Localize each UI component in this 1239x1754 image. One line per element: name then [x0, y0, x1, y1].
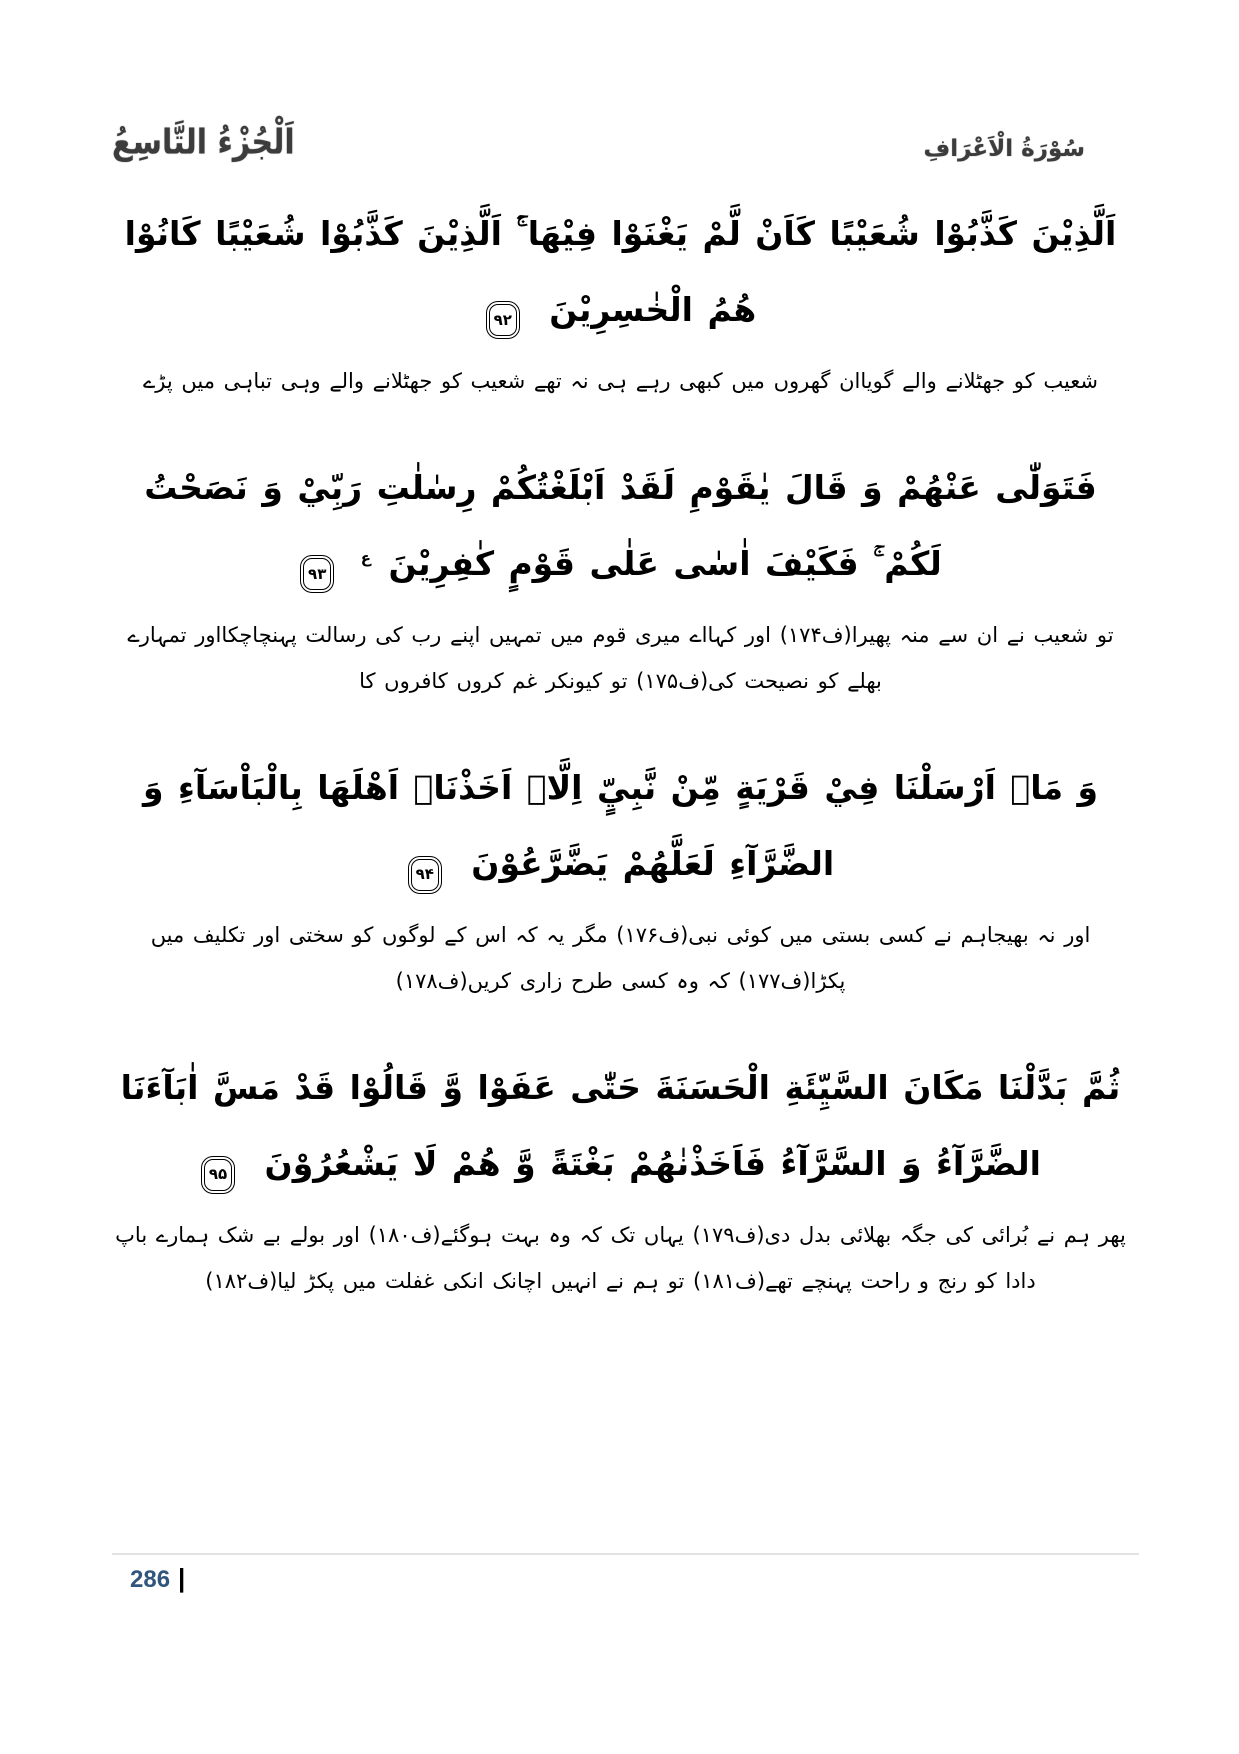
ayah-number: ۹۳	[308, 564, 327, 583]
page-header	[112, 122, 1127, 163]
arabic-verse	[114, 196, 1127, 348]
ayah-number: ۹۴	[415, 865, 434, 884]
arabic-verse-text: ثُمَّ بَدَّلْنَا مَكَانَ السَّيِّئَةِ الْحَسَنَةَ حَتّٰى عَفَوْا وَّ قَالُوْا قَدْ مَسَّ اٰبَآءَنَا الضَّرَّآءُ وَ السَّرَّآءُ فَاَخَذْنٰهُمْ بَغْتَةً وَّ هُمْ لَا يَشْعُرُوْنَ	[120, 1068, 1121, 1184]
ruku-marker: ع	[360, 548, 371, 567]
ayah-number: ۹۲	[493, 310, 512, 329]
ayah-number-medallion	[411, 859, 439, 891]
urdu-translation: تو شعیب نے ان سے منہ پھیرا(ف۱۷۴) اور کہااے میری قوم میں تمہیں اپنے رب کی رسالت پہنچاچکااور تمہارے بھلے کو نصیحت کی(ف۱۷۵) تو کیونکر غم کروں کافروں کا	[127, 622, 1114, 693]
page-footer	[112, 1553, 1139, 1594]
page-number: 286	[130, 1566, 171, 1593]
verse-block-93	[114, 450, 1127, 704]
arabic-verse-text: وَ مَاۤ اَرْسَلْنَا فِيْ قَرْيَةٍ مِّنْ نَّبِيٍّ اِلَّاۤ اَخَذْنَاۤ اَهْلَهَا بِالْبَاْسَآءِ وَ الضَّرَّآءِ لَعَلَّهُمْ يَضَّرَّعُوْنَ	[142, 768, 1099, 884]
arabic-verse-text: اَلَّذِيْنَ كَذَّبُوْا شُعَيْبًا كَاَنْ لَّمْ يَغْنَوْا فِيْهَا ۚۛ اَلَّذِيْنَ كَذَّبُوْا شُعَيْبًا كَانُوْا هُمُ الْخٰسِرِيْنَ	[124, 214, 1117, 329]
urdu-translation: شعیب کو جھٹلانے والے گویاان گھروں میں کبھی رہے ہی نہ تھے شعیب کو جھٹلانے والے وہی تباہی میں پڑے	[142, 368, 1099, 393]
arabic-verse	[114, 750, 1127, 902]
arabic-verse	[114, 1050, 1127, 1202]
page-number-separator: |	[178, 1563, 186, 1593]
arabic-verse-text: فَتَوَلّٰى عَنْهُمْ وَ قَالَ يٰقَوْمِ لَقَدْ اَبْلَغْتُكُمْ رِسٰلٰتِ رَبِّيْ وَ نَصَحْتُ لَكُمْ ۚ فَكَيْفَ اٰسٰى عَلٰى قَوْمٍ كٰفِرِيْنَ	[144, 467, 1097, 583]
juz-calligraphy: اَلْجُزْءُ التَّاسِعُ	[112, 122, 295, 163]
ayah-number-medallion	[489, 304, 517, 336]
verse-block-95	[114, 1050, 1127, 1304]
surah-calligraphy: سُوْرَةُ الْاَعْرَافِ	[923, 136, 1085, 162]
urdu-translation: اور نہ بھیجاہم نے کسی بستی میں کوئی نبی(ف۱۷۶) مگر یہ کہ اس کے لوگوں کو سختی اور تکلیف میں پکڑا(ف۱۷۷) کہ وہ کسی طرح زاری کریں(ف۱۷۸)	[150, 922, 1091, 994]
ayah-number-medallion	[204, 1159, 232, 1191]
verse-block-92	[114, 196, 1127, 404]
page-content	[114, 196, 1127, 1350]
footer-divider	[112, 1553, 1139, 1555]
urdu-translation: پھر ہم نے بُرائی کی جگہ بھلائی بدل دی(ف۱۷۹) یہاں تک کہ وہ بہت ہوگئے(ف۱۸۰) اور بولے بے شک ہمارے باپ دادا کو رنج و راحت پہنچے تھے(ف۱۸۱) تو ہم نے انہیں اچانک انکی غفلت میں پکڑ لیا(ف۱۸۲)	[115, 1223, 1126, 1294]
arabic-verse	[114, 450, 1127, 602]
verse-block-94	[114, 750, 1127, 1004]
ayah-number: ۹۵	[208, 1165, 228, 1184]
ayah-number-medallion	[303, 558, 331, 590]
page-number-row	[130, 1563, 1139, 1594]
